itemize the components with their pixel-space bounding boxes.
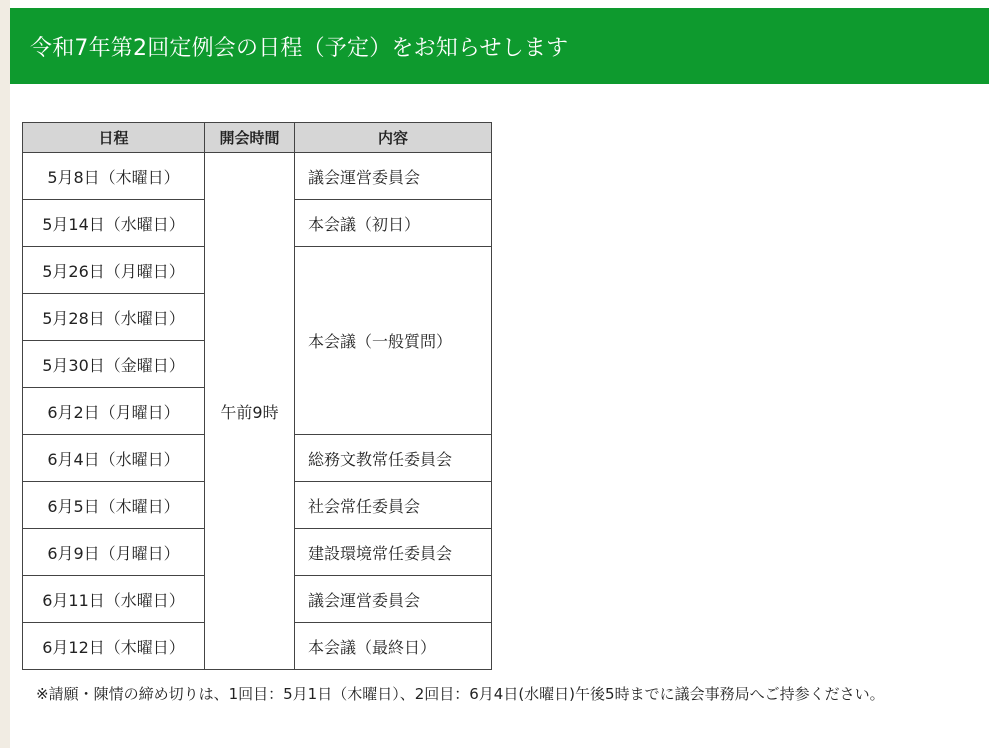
date-cell: 6月9日（月曜日）	[23, 529, 205, 576]
header-content: 内容	[295, 123, 492, 153]
date-cell: 5月26日（月曜日）	[23, 247, 205, 294]
left-margin	[0, 0, 10, 748]
date-cell: 5月8日（木曜日）	[23, 153, 205, 200]
deadline-note: ※請願・陳情の締め切りは、1回目：5月1日（木曜日）、2回目：6月4日(水曜日)午後5時までに議会事務局へご持参ください。	[36, 685, 885, 703]
header-time: 開会時間	[205, 123, 295, 153]
content-cell: 本会議（最終日）	[295, 623, 492, 670]
content-cell: 議会運営委員会	[295, 576, 492, 623]
date-cell: 6月12日（木曜日）	[23, 623, 205, 670]
date-cell: 6月4日（水曜日）	[23, 435, 205, 482]
time-cell: 午前9時	[205, 153, 295, 670]
content-cell: 議会運営委員会	[295, 153, 492, 200]
content-cell: 社会常任委員会	[295, 482, 492, 529]
header-banner	[10, 8, 989, 84]
date-cell: 5月28日（水曜日）	[23, 294, 205, 341]
date-cell: 5月14日（水曜日）	[23, 200, 205, 247]
page-title: 令和7年第2回定例会の日程（予定）をお知らせします	[30, 35, 569, 61]
content-cell: 総務文教常任委員会	[295, 435, 492, 482]
content-cell: 建設環境常任委員会	[295, 529, 492, 576]
schedule-table	[22, 122, 492, 670]
content-cell: 本会議（一般質問）	[295, 247, 492, 435]
date-cell: 6月11日（水曜日）	[23, 576, 205, 623]
table-row	[23, 153, 492, 200]
table-header-row	[23, 123, 492, 153]
date-cell: 6月2日（月曜日）	[23, 388, 205, 435]
header-date: 日程	[23, 123, 205, 153]
date-cell: 6月5日（木曜日）	[23, 482, 205, 529]
content-cell: 本会議（初日）	[295, 200, 492, 247]
date-cell: 5月30日（金曜日）	[23, 341, 205, 388]
